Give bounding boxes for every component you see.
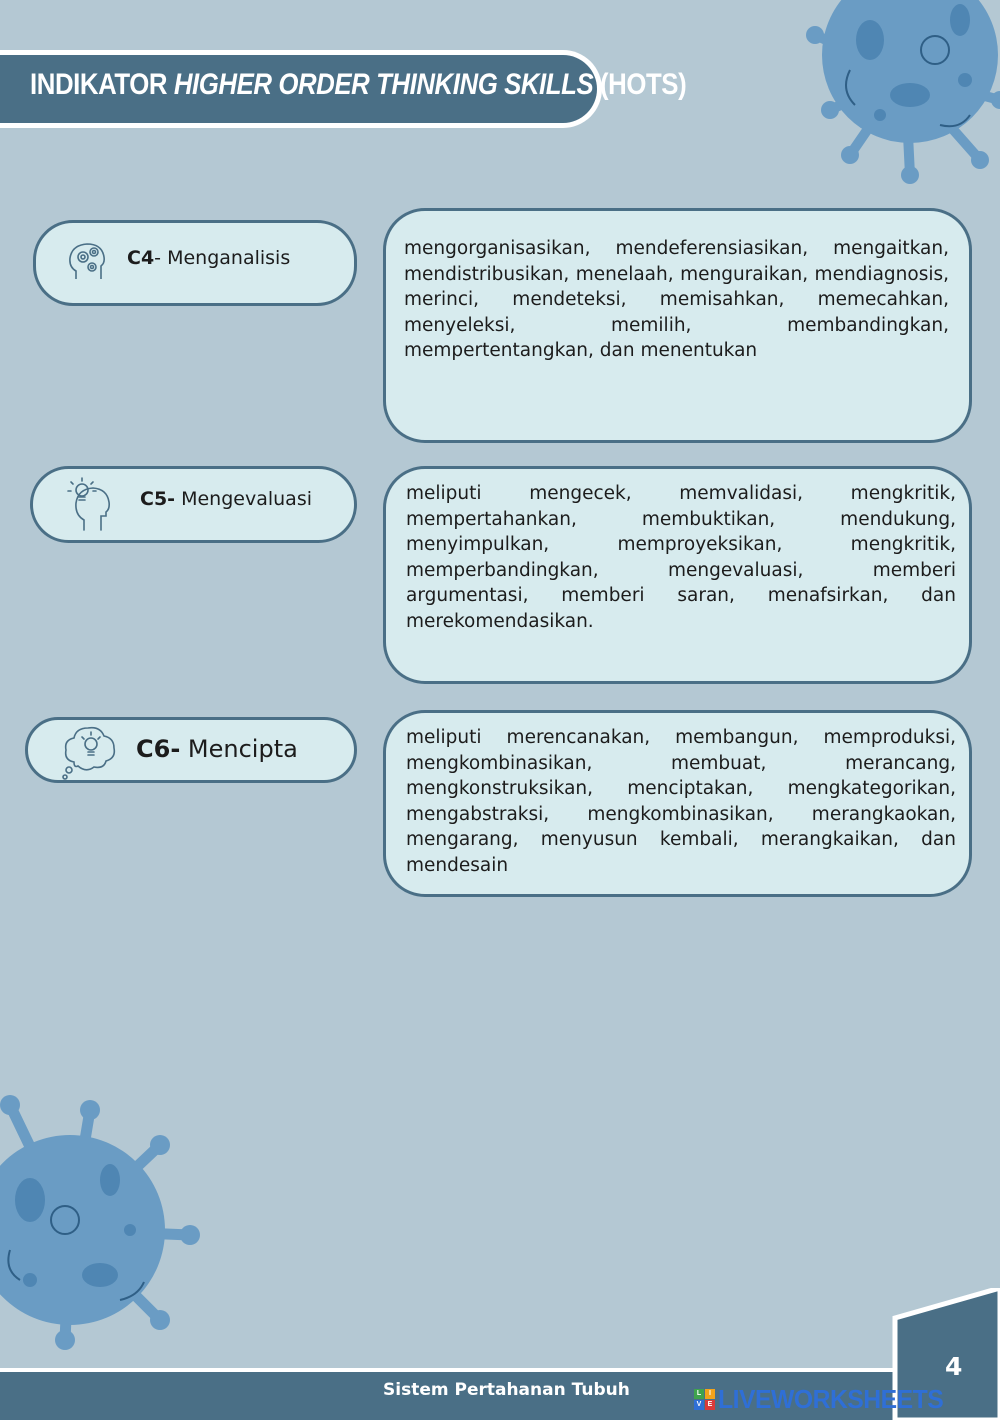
head-lightbulb-icon: [62, 472, 114, 532]
level-name: - Menganalisis: [154, 247, 291, 269]
logo-grid-cell: E: [705, 1400, 715, 1410]
page-title: [30, 68, 686, 102]
head-gears-icon: [66, 241, 110, 285]
description-text-c5: meliputi mengecek, memvalidasi, mengkritik, mempertahankan, membuktikan, mendukung, menyimpulkan, memproyeksikan, mengkritik, memperbandingkan, mengevaluasi, memberi argumentasi, memberi saran, menafsirkan, dan merekomendasikan.: [406, 483, 956, 632]
watermark-text: LIVEWORKSHEETS: [718, 1384, 944, 1414]
level-code: C6-: [136, 735, 181, 763]
page-number: 4: [945, 1352, 963, 1381]
level-code: C4: [127, 247, 155, 269]
level-label-c4: [127, 247, 290, 269]
description-text-c6: meliputi merencanakan, membangun, memproduksi, mengkombinasikan, membuat, merancang, mengkonstruksikan, menciptakan, mengkategorikan, mengabstraksi, mengkombinasikan, merangkaokan, mengarang, menyusun kembali, merangkaikan, dan mendesain: [406, 727, 956, 876]
logo-grid-cell: V: [694, 1400, 704, 1410]
title-part-1: INDIKATOR: [30, 68, 174, 101]
logo-grid-cell: I: [705, 1389, 715, 1399]
level-code: C5-: [140, 488, 176, 510]
virus-icon-top-right: [790, 0, 1000, 190]
level-label-c5: [140, 488, 312, 510]
title-part-2: (HOTS): [593, 68, 687, 101]
title-part-italic: HIGHER ORDER THINKING SKILLS: [173, 68, 594, 101]
level-name: Mencipta: [180, 735, 298, 763]
logo-grid-icon: [694, 1389, 715, 1410]
level-label-c6: [136, 735, 298, 763]
logo-grid-cell: L: [694, 1389, 704, 1399]
level-name: Mengevaluasi: [175, 488, 313, 510]
liveworksheets-logo: [694, 1384, 955, 1415]
description-text-c4: mengorganisasikan, mendeferensiasikan, mengaitkan, mendistribusikan, menelaah, menguraikan, mendiagnosis, merinci, mendeteksi, memisahkan, memecahkan, menyeleksi, memilih, membandingkan, mempertentangkan, dan menentukan: [404, 238, 949, 361]
footer-title: Sistem Pertahanan Tubuh: [383, 1380, 630, 1400]
virus-icon-bottom-left: [0, 1090, 210, 1350]
thought-bubble-lightbulb-icon: [60, 724, 120, 782]
